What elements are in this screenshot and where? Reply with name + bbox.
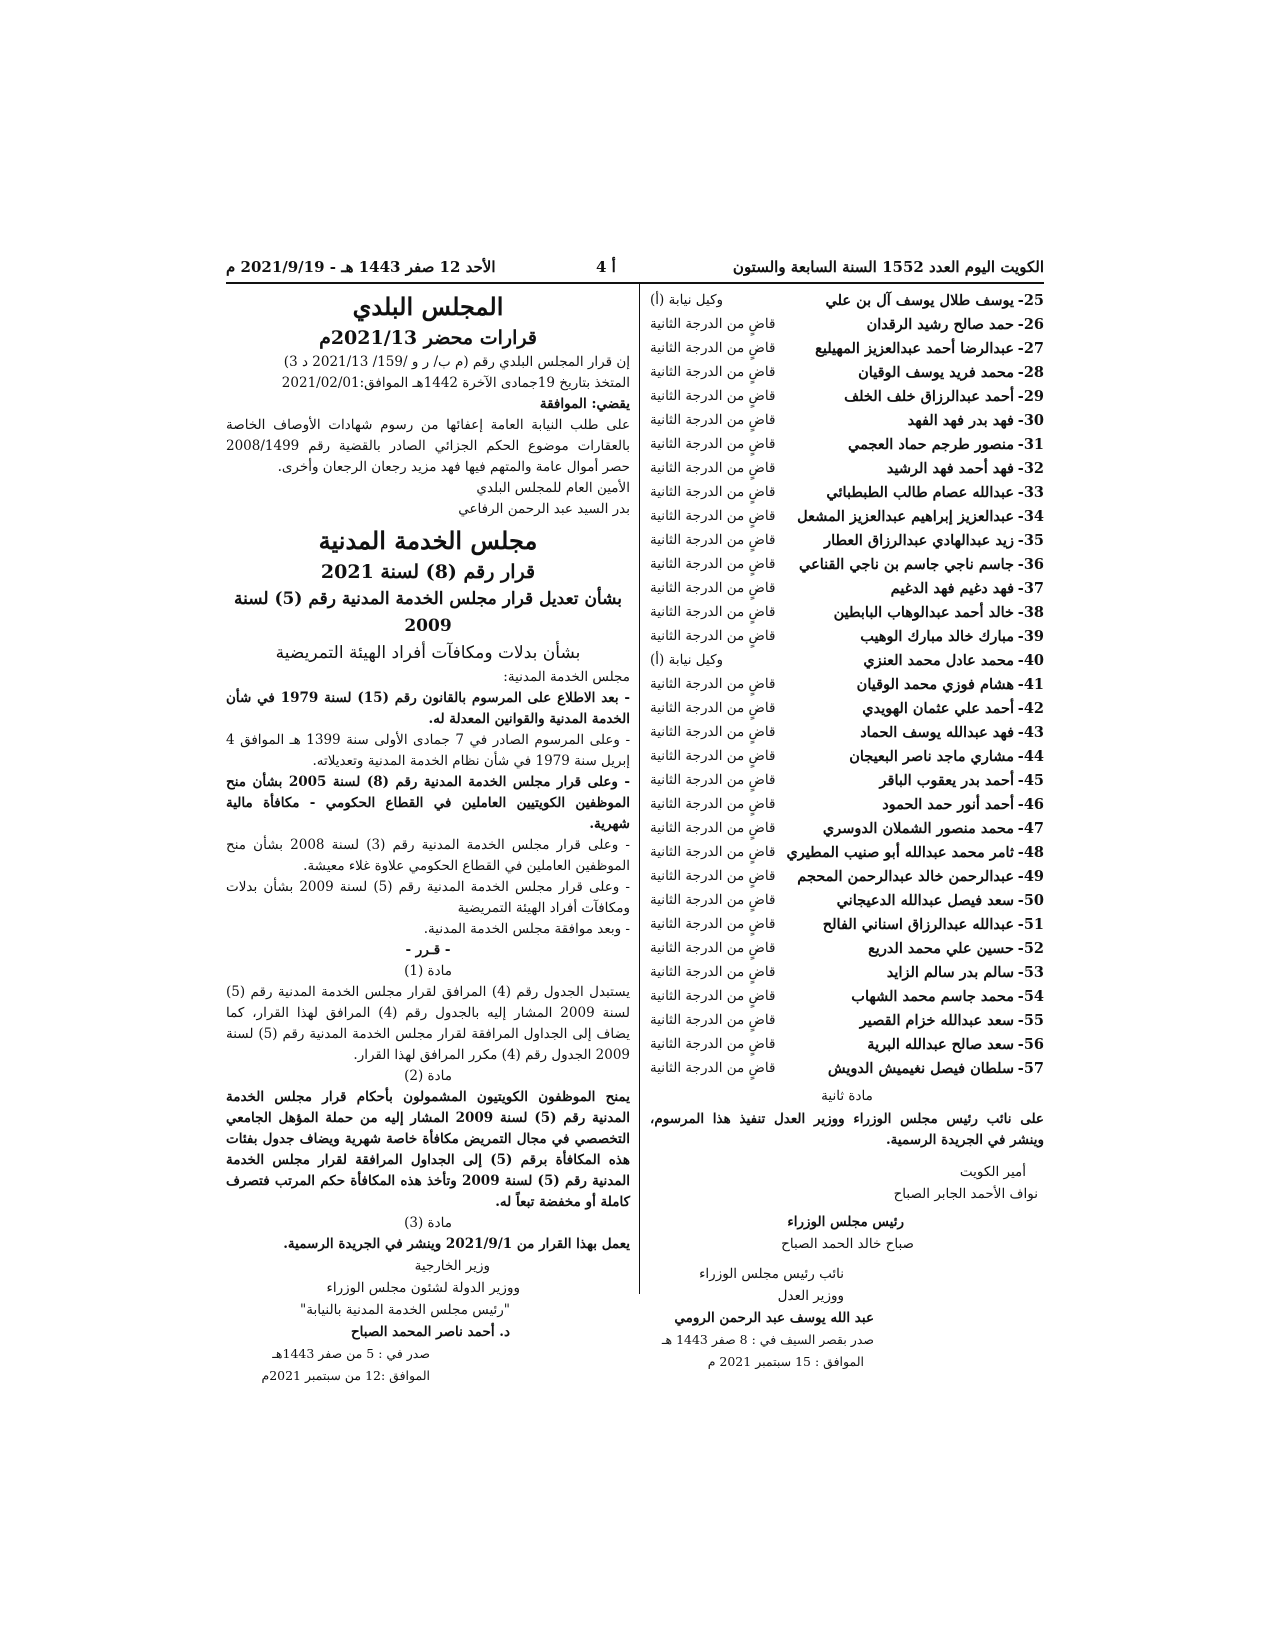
civil-council: مجلس الخدمة المدنية: xyxy=(503,669,630,685)
appointee-rank: قاضٍ من الدرجة الثانية xyxy=(650,676,776,692)
appointee-rank: قاضٍ من الدرجة الثانية xyxy=(650,532,776,548)
appointee-number: 44- xyxy=(1017,748,1044,765)
appointee-row xyxy=(650,602,1044,626)
appointee-rank: قاضٍ من الدرجة الثانية xyxy=(650,892,776,908)
civil-article-1: يستبدل الجدول رقم (4) المرافق لقرار مجلس الخدمة المدنية رقم (5) لسنة 2009 المشار إليه بالجدول رقم (4) المرافق لهذا القرار، كما يضاف إلى الجداول المرافقة لقرار مجلس الخدمة المدنية رقم (5) لسنة 2009 الجدول رقم (4) مكرر المرافق لهذا القرار. xyxy=(226,984,630,1063)
appointee-number: 27- xyxy=(1017,340,1044,357)
appointee-number: 43- xyxy=(1017,724,1044,741)
civil-signer-title-1: وزير الخارجية xyxy=(414,1258,490,1274)
appointee-number: 28- xyxy=(1017,364,1044,381)
civil-preamble-1: - بعد الاطلاع على المرسوم بالقانون رقم (15) لسنة 1979 في شأن الخدمة المدنية والقوانين المعدلة له. xyxy=(226,690,630,727)
civil-article-1-title: مادة (1) xyxy=(404,963,452,979)
appointee-name: أحمد أنور حمد الحمود xyxy=(882,796,1014,813)
page-number: أ 4 xyxy=(596,258,616,276)
appointee-number: 54- xyxy=(1017,988,1044,1005)
civil-subject-1: بشأن تعديل قرار مجلس الخدمة المدنية رقم (5) لسنة 2009 xyxy=(233,589,623,636)
appointee-rank: وكيل نيابة (أ) xyxy=(650,652,724,668)
appointee-rank: قاضٍ من الدرجة الثانية xyxy=(650,844,776,860)
appointee-rank: قاضٍ من الدرجة الثانية xyxy=(650,916,776,932)
decisions-column xyxy=(226,290,630,1387)
appointee-number: 50- xyxy=(1017,892,1044,909)
decree-column xyxy=(650,290,1044,1373)
appointee-name: جاسم ناجي جاسم بن ناجي القناعي xyxy=(799,556,1014,573)
appointee-name: أحمد بدر يعقوب الباقر xyxy=(879,772,1014,789)
appointee-name: فهد أحمد فهد الرشيد xyxy=(886,460,1014,477)
civil-preamble-2: - وعلى المرسوم الصادر في 7 جمادى الأولى سنة 1399 هـ الموافق 4 إبريل سنة 1979 في شأن نظام الخدمة المدنية وتعديلاته. xyxy=(226,732,631,769)
appointee-row xyxy=(650,674,1044,698)
appointee-row xyxy=(650,1034,1044,1058)
appointee-name: أحمد عبدالرزاق خلف الخلف xyxy=(844,388,1014,405)
appointee-number: 32- xyxy=(1017,460,1044,477)
column-divider xyxy=(639,284,640,1294)
appointee-number: 36- xyxy=(1017,556,1044,573)
appointee-number: 55- xyxy=(1017,1012,1044,1029)
appointee-rank: قاضٍ من الدرجة الثانية xyxy=(650,316,776,332)
appointee-row xyxy=(650,626,1044,650)
appointee-rank: قاضٍ من الدرجة الثانية xyxy=(650,340,776,356)
appointee-name: عبدالرضا أحمد عبدالعزيز المهيليع xyxy=(815,340,1014,357)
appointee-number: 47- xyxy=(1017,820,1044,837)
decree-corresponding: الموافق : 15 سبتمبر 2021 م xyxy=(707,1354,864,1369)
appointee-row xyxy=(650,698,1044,722)
appointee-row xyxy=(650,314,1044,338)
pm-name: صباح خالد الحمد الصباح xyxy=(781,1236,914,1252)
civil-preamble-4: - وعلى قرار مجلس الخدمة المدنية رقم (3) لسنة 2008 بشأن منح الموظفين العاملين في القطاع الحكومي علاوة غلاء معيشة. xyxy=(226,837,630,874)
appointee-name: هشام فوزي محمد الوقيان xyxy=(856,676,1014,693)
civil-decided: - قـرر - xyxy=(405,942,451,958)
appointee-row xyxy=(650,794,1044,818)
appointee-name: فهد بدر فهد الفهد xyxy=(907,412,1014,429)
appointee-row xyxy=(650,290,1044,314)
civil-article-2-title: مادة (2) xyxy=(404,1068,452,1084)
appointee-rank: قاضٍ من الدرجة الثانية xyxy=(650,1012,776,1028)
appointee-number: 29- xyxy=(1017,388,1044,405)
appointee-row xyxy=(650,746,1044,770)
appointee-row xyxy=(650,554,1044,578)
municipal-intro-2: المتخذ بتاريخ 19جمادى الآخرة 1442هـ الموافق:2021/02/01 xyxy=(281,375,630,391)
appointee-rank: قاضٍ من الدرجة الثانية xyxy=(650,484,776,500)
appointee-number: 25- xyxy=(1017,292,1044,309)
pm-title: رئيس مجلس الوزراء xyxy=(787,1214,904,1230)
municipal-secretary-title: الأمين العام للمجلس البلدي xyxy=(476,480,630,496)
civil-corresponding: الموافق :12 من سبتمبر 2021م xyxy=(261,1368,430,1383)
justice-minister-title: ووزير العدل xyxy=(777,1288,844,1304)
appointee-name: زيد عبدالهادي عبدالرزاق العطار xyxy=(824,532,1014,549)
appointee-list xyxy=(650,290,1044,1082)
appointee-number: 34- xyxy=(1017,508,1044,525)
appointee-rank: وكيل نيابة (أ) xyxy=(650,292,724,308)
appointee-rank: قاضٍ من الدرجة الثانية xyxy=(650,700,776,716)
municipal-body: على طلب النيابة العامة إعفائها من رسوم شهادات الأوصاف الخاصة بالعقارات موضوع الحكم الجزائي الصادر بالقضية رقم 2008/1499 حصر أموال عامة والمتهم فيها فهد مزيد رجعان الرجعان وأخرى. xyxy=(226,417,630,475)
appointee-row xyxy=(650,842,1044,866)
appointee-row xyxy=(650,338,1044,362)
appointee-row xyxy=(650,962,1044,986)
appointee-number: 38- xyxy=(1017,604,1044,621)
appointee-row xyxy=(650,986,1044,1010)
appointee-number: 57- xyxy=(1017,1060,1044,1077)
appointee-name: محمد منصور الشملان الدوسري xyxy=(822,820,1014,837)
appointee-name: عبدالعزيز إبراهيم عبدالعزيز المشعل xyxy=(797,508,1014,525)
municipal-intro-1: إن قرار المجلس البلدي رقم (م ب/ ر و /159/ 2021/13 د 3) xyxy=(283,354,630,370)
civil-issued: صدر في : 5 من صفر 1443هـ xyxy=(272,1346,430,1361)
appointee-number: 56- xyxy=(1017,1036,1044,1053)
civil-preamble-5: - وعلى قرار مجلس الخدمة المدنية رقم (5) لسنة 2009 بشأن بدلات ومكافآت أفراد الهيئة التمريضية xyxy=(226,879,630,916)
appointee-name: أحمد علي عثمان الهويدي xyxy=(862,700,1014,717)
appointee-rank: قاضٍ من الدرجة الثانية xyxy=(650,436,776,452)
appointee-rank: قاضٍ من الدرجة الثانية xyxy=(650,364,776,380)
appointee-rank: قاضٍ من الدرجة الثانية xyxy=(650,1036,776,1052)
appointee-number: 46- xyxy=(1017,796,1044,813)
appointee-row xyxy=(650,1010,1044,1034)
appointee-row xyxy=(650,770,1044,794)
appointee-name: حسين علي محمد الدريع xyxy=(868,940,1014,957)
appointee-name: خالد أحمد عبدالوهاب البابطين xyxy=(833,604,1014,621)
appointee-number: 52- xyxy=(1017,940,1044,957)
appointee-rank: قاضٍ من الدرجة الثانية xyxy=(650,820,776,836)
appointee-row xyxy=(650,1058,1044,1082)
appointee-rank: قاضٍ من الدرجة الثانية xyxy=(650,772,776,788)
appointee-row xyxy=(650,362,1044,386)
appointee-rank: قاضٍ من الدرجة الثانية xyxy=(650,748,776,764)
appointee-number: 31- xyxy=(1017,436,1044,453)
appointee-name: سلطان فيصل نغيميش الدويش xyxy=(827,1060,1014,1077)
municipal-subtitle: قرارات محضر 2021/13م xyxy=(319,327,537,349)
appointee-name: عبدالله عصام طالب الطبطبائي xyxy=(826,484,1014,501)
civil-subject-2: بشأن بدلات ومكافآت أفراد الهيئة التمريضية xyxy=(275,643,581,663)
decree-issued: صدر بقصر السيف في : 8 صفر 1443 هـ xyxy=(661,1332,874,1347)
appointee-rank: قاضٍ من الدرجة الثانية xyxy=(650,580,776,596)
appointee-row xyxy=(650,434,1044,458)
civil-signer-title-2: ووزير الدولة لشئون مجلس الوزراء xyxy=(326,1280,520,1296)
appointee-name: ثامر محمد عبدالله أبو صنيب المطيري xyxy=(786,844,1014,861)
appointee-row xyxy=(650,458,1044,482)
appointee-rank: قاضٍ من الدرجة الثانية xyxy=(650,604,776,620)
appointee-name: فهد دغيم فهد الدغيم xyxy=(890,580,1014,597)
page-header xyxy=(226,256,1044,284)
appointee-row xyxy=(650,530,1044,554)
appointee-row xyxy=(650,410,1044,434)
appointee-row xyxy=(650,506,1044,530)
appointee-rank: قاضٍ من الدرجة الثانية xyxy=(650,508,776,524)
appointee-name: سعد فيصل عبدالله الدعيجاني xyxy=(836,892,1014,909)
appointee-rank: قاضٍ من الدرجة الثانية xyxy=(650,988,776,1004)
appointee-rank: قاضٍ من الدرجة الثانية xyxy=(650,940,776,956)
civil-article-3: يعمل بهذا القرار من 2021/9/1 وينشر في الجريدة الرسمية. xyxy=(283,1236,630,1252)
appointee-rank: قاضٍ من الدرجة الثانية xyxy=(650,628,776,644)
emir-title: أمير الكويت xyxy=(959,1164,1026,1180)
decree-article2-title: مادة ثانية xyxy=(821,1088,873,1104)
appointee-name: محمد جاسم محمد الشهاب xyxy=(851,988,1014,1005)
appointee-rank: قاضٍ من الدرجة الثانية xyxy=(650,868,776,884)
appointee-rank: قاضٍ من الدرجة الثانية xyxy=(650,460,776,476)
civil-article-2: يمنح الموظفون الكويتيون المشمولون بأحكام قرار مجلس الخدمة المدنية رقم (5) لسنة 2009 المشار إليه من حملة المؤهل الجامعي التخصصي في مجال التمريض مكافأة خاصة شهرية ويضاف جدول بفئات هذه المكافأة برقم (5) إلى الجداول المرافقة لقرار مجلس الخدمة المدنية رقم (5) لسنة 2009 وتأخذ هذه المكافأة حكم المرتب فتصرف كاملة أو مخفضة تبعاً له. xyxy=(226,1089,630,1210)
appointee-name: محمد فريد يوسف الوقيان xyxy=(858,364,1014,381)
civil-signer-name: د. أحمد ناصر المحمد الصباح xyxy=(350,1324,510,1340)
appointee-row xyxy=(650,578,1044,602)
appointee-rank: قاضٍ من الدرجة الثانية xyxy=(650,1060,776,1076)
appointee-rank: قاضٍ من الدرجة الثانية xyxy=(650,556,776,572)
appointee-name: عبدالرحمن خالد عبدالرحمن المحجم xyxy=(797,868,1014,885)
appointee-row xyxy=(650,938,1044,962)
appointee-name: مشاري ماجد ناصر البعيجان xyxy=(849,748,1014,765)
appointee-number: 39- xyxy=(1017,628,1044,645)
appointee-row xyxy=(650,386,1044,410)
civil-decision-no: قرار رقم (8) لسنة 2021 xyxy=(320,561,536,583)
civil-article-3-title: مادة (3) xyxy=(404,1215,452,1231)
appointee-rank: قاضٍ من الدرجة الثانية xyxy=(650,964,776,980)
appointee-name: سالم بدر سالم الزايد xyxy=(886,964,1014,981)
appointee-name: حمد صالح رشيد الرقدان xyxy=(866,316,1014,333)
decree-article2-text: على نائب رئيس مجلس الوزراء ووزير العدل تنفيذ هذا المرسوم، وينشر في الجريدة الرسمية. xyxy=(650,1111,1044,1148)
appointee-name: محمد عادل محمد العنزي xyxy=(863,652,1014,669)
appointee-number: 26- xyxy=(1017,316,1044,333)
appointee-row xyxy=(650,890,1044,914)
appointee-number: 33- xyxy=(1017,484,1044,501)
appointee-rank: قاضٍ من الدرجة الثانية xyxy=(650,796,776,812)
appointee-name: فهد عبدالله يوسف الحماد xyxy=(860,724,1014,741)
appointee-name: منصور طرجم حماد العجمي xyxy=(848,436,1014,453)
issue-date: الأحد 12 صفر 1443 هـ - 2021/9/19 م xyxy=(226,258,496,276)
appointee-number: 40- xyxy=(1017,652,1044,669)
justice-minister-name: عبد الله يوسف عبد الرحمن الرومي xyxy=(674,1310,874,1326)
appointee-number: 49- xyxy=(1017,868,1044,885)
municipal-decision: يقضي: الموافقة xyxy=(539,396,630,412)
municipal-title: المجلس البلدي xyxy=(352,292,504,321)
appointee-name: سعد صالح عبدالله البرية xyxy=(867,1036,1014,1053)
appointee-rank: قاضٍ من الدرجة الثانية xyxy=(650,388,776,404)
appointee-name: سعد عبدالله خزام القصير xyxy=(859,1012,1014,1029)
municipal-secretary-name: بدر السيد عبد الرحمن الرفاعي xyxy=(458,501,630,517)
appointee-name: يوسف طلال يوسف آل بن علي xyxy=(825,292,1014,309)
appointee-number: 41- xyxy=(1017,676,1044,693)
appointee-number: 51- xyxy=(1017,916,1044,933)
appointee-number: 48- xyxy=(1017,844,1044,861)
appointee-number: 35- xyxy=(1017,532,1044,549)
appointee-number: 53- xyxy=(1017,964,1044,981)
appointee-row xyxy=(650,482,1044,506)
civil-preamble-3: - وعلى قرار مجلس الخدمة المدنية رقم (8) لسنة 2005 بشأن منح الموظفين الكويتيين العاملين في القطاع الحكومي - مكافأة مالية شهرية. xyxy=(226,774,630,832)
civil-preamble-6: - وبعد موافقة مجلس الخدمة المدنية. xyxy=(423,921,630,937)
civil-signer-title-3: "رئيس مجلس الخدمة المدنية بالنيابة" xyxy=(300,1302,510,1318)
appointee-rank: قاضٍ من الدرجة الثانية xyxy=(650,724,776,740)
appointee-row xyxy=(650,866,1044,890)
appointee-row xyxy=(650,914,1044,938)
appointee-number: 37- xyxy=(1017,580,1044,597)
appointee-number: 30- xyxy=(1017,412,1044,429)
appointee-rank: قاضٍ من الدرجة الثانية xyxy=(650,412,776,428)
appointee-row xyxy=(650,818,1044,842)
appointee-number: 45- xyxy=(1017,772,1044,789)
deputy-pm-title: نائب رئيس مجلس الوزراء xyxy=(699,1266,844,1282)
appointee-name: مبارك خالد مبارك الوهيب xyxy=(860,628,1014,645)
emir-name: نواف الأحمد الجابر الصباح xyxy=(893,1186,1038,1202)
appointee-row xyxy=(650,722,1044,746)
issue-info: الكويت اليوم العدد 1552 السنة السابعة والستون xyxy=(732,258,1044,276)
civil-title: مجلس الخدمة المدنية xyxy=(318,526,538,555)
appointee-row xyxy=(650,650,1044,674)
appointee-name: عبدالله عبدالرزاق اسناني الفالح xyxy=(822,916,1014,933)
appointee-number: 42- xyxy=(1017,700,1044,717)
